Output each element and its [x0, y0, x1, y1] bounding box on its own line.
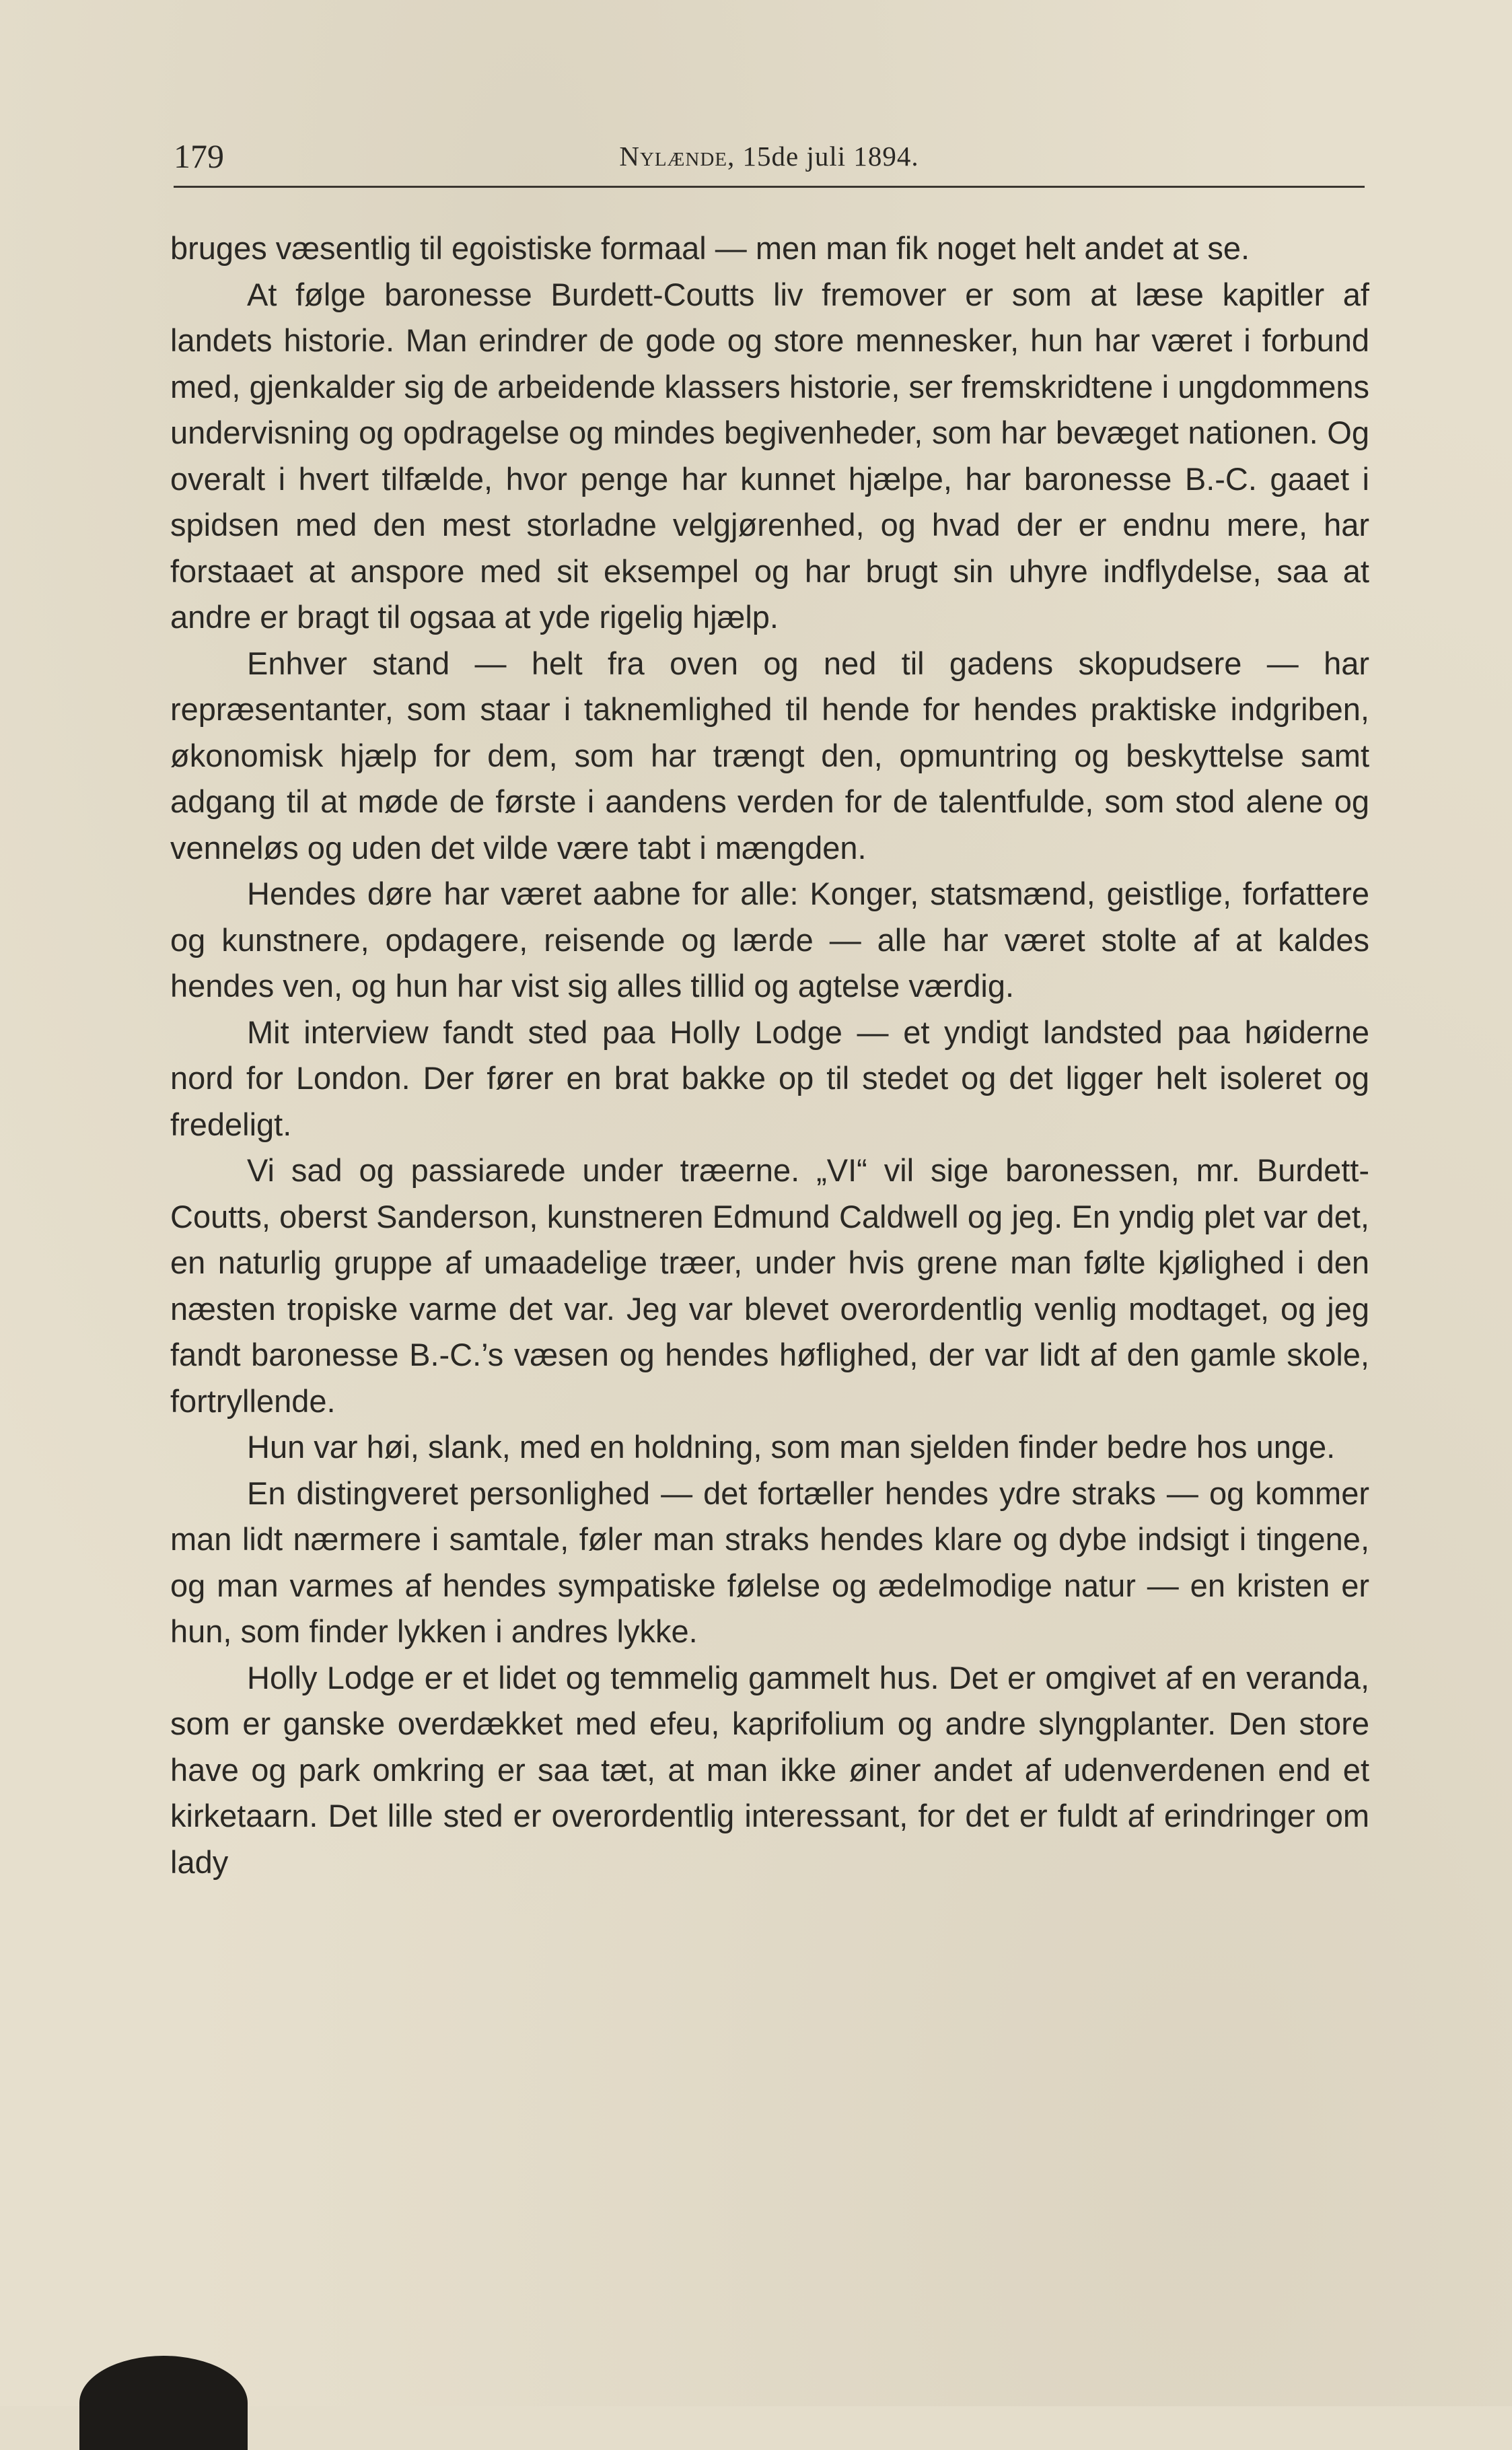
running-title: [174, 132, 1365, 180]
paragraph-9: Holly Lodge er et lidet og temmelig gammelt hus. Det er omgivet af en veranda, som er ganske overdækket med efeu, kaprifolium og andre slyngplanter. Den store have og park omkring er saa tæt, at man ikke øiner andet af udenverdenen end et kirketaarn. Det lille sted er overordentlig interessant, for det er fuldt af erindringer om lady: [170, 1659, 1369, 1880]
paragraph-5: Mit interview fandt sted paa Holly Lodge — et yndigt landsted paa høiderne nord for London. Der fører en brat bakke op til stedet og det ligger helt isoleret og fredeligt.: [170, 1014, 1369, 1142]
paragraph-8: En distingveret personlighed — det fortæller hendes ydre straks — og kommer man lidt nærmere i samtale, føler man straks hendes klare og dybe indsigt i tingene, og man varmes af hendes sympatiske følelse og ædelmodige natur — en kristen er hun, som finder lykken i andres lykke.: [170, 1475, 1369, 1649]
paragraph-6: Vi sad og passiarede under træerne. „VI“ vil sige baronessen, mr. Burdett-Coutts, oberst Sanderson, kunstneren Edmund Caldwell og jeg. En yndig plet var det, en naturlig gruppe af umaadelige træer, under hvis grene man følte kjølighed i den næsten tropiske varme det var. Jeg var blevet overordentlig venlig modtaget, og jeg fandt baronesse B.-C.’s væsen og hendes høflighed, der var lidt af den gamle skole, fortryllende.: [170, 1152, 1369, 1419]
issue-date: 15de juli 1894.: [735, 141, 919, 172]
paragraph-4: Hendes døre har været aabne for alle: Konger, statsmænd, geistlige, forfattere og kunstnere, opdagere, reisende og lærde — alle har været stolte af at kaldes hendes ven, og hun har vist sig alles tillid og agtelse værdig.: [170, 876, 1369, 1004]
magazine-name: Nylænde,: [619, 141, 735, 172]
paragraph-3: Enhver stand — helt fra oven og ned til gadens skopudsere — har repræsentanter, som staar i taknemlighed til hende for hendes praktiske indgriben, økonomisk hjælp for dem, som har trængt den, opmuntring og beskyttelse samt adgang til at møde de første i aandens verden for de talentfulde, som stod alene og venneløs og uden det vilde være tabt i mængden.: [170, 645, 1369, 866]
paragraph-2: At følge baronesse Burdett-Coutts liv fremover er som at læse kapitler af landets historie. Man erindrer de gode og store mennesker, hun har været i forbund med, gjenkalder sig de arbeidende klassers historie, ser fremskridtene i ungdommens undervisning og opdragelse og mindes begivenheder, som har bevæget nationen. Og overalt i hvert tilfælde, hvor penge har kunnet hjælpe, har baronesse B.-C. gaaet i spidsen med den mest storladne velgjørenhed, og hvad der er endnu mere, har forstaaet at anspore med sit eksempel og har brugt sin uhyre indflydelse, saa at andre er bragt til ogsaa at yde rigelig hjælp.: [170, 276, 1369, 635]
paragraph-1: bruges væsentlig til egoistiske formaal — men man fik noget helt andet at se.: [170, 230, 1250, 266]
page-number: 179: [174, 137, 224, 175]
running-head: [174, 132, 1365, 180]
scan-corner-shadow: [79, 2356, 248, 2450]
paragraph-7: Hun var høi, slank, med en holdning, som man sjelden finder bedre hos unge.: [247, 1429, 1336, 1465]
header-rule: [174, 186, 1365, 188]
article-body: [170, 225, 1369, 1885]
